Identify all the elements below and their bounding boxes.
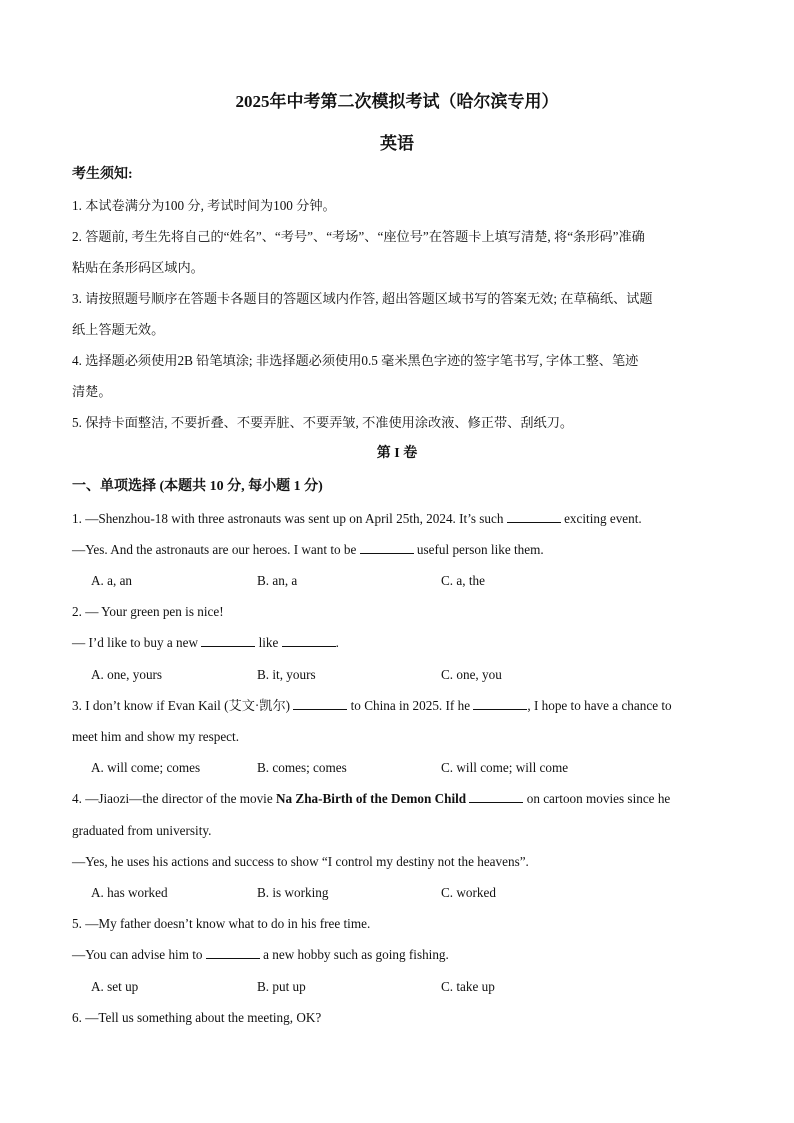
option-c: C. worked	[441, 885, 496, 900]
question-2-line-2	[72, 634, 339, 652]
question-5-line-1: 5. —My father doesn’t know what to do in his free time.	[72, 916, 371, 931]
section-heading: 一、单项选择 (本题共 10 分, 每小题 1 分)	[72, 479, 323, 494]
question-text: exciting event.	[564, 511, 642, 526]
notice-heading: 考生须知:	[72, 167, 133, 182]
option-c: C. take up	[441, 979, 495, 994]
answer-blank	[507, 510, 561, 523]
notice-item: 纸上答题无效。	[72, 322, 165, 337]
question-4-line-3: —Yes, he uses his actions and success to show “I control my destiny not the heavens”.	[72, 854, 529, 869]
answer-blank	[293, 697, 347, 710]
option-b: B. is working	[257, 885, 329, 900]
answer-blank	[469, 790, 523, 803]
question-2-line-1: 2. — Your green pen is nice!	[72, 604, 224, 619]
volume-label: 第 I 卷	[376, 446, 418, 461]
answer-blank	[206, 946, 260, 959]
notice-item: 4. 选择题必须使用2B 铅笔填涂; 非选择题必须使用0.5 毫米黑色字迹的签字笔书写, 字体工整、笔迹	[72, 353, 639, 368]
option-a: A. a, an	[91, 573, 133, 588]
subject-title: 英语	[380, 134, 414, 153]
question-1-line-2	[72, 541, 544, 559]
option-c: C. one, you	[441, 667, 502, 682]
movie-title: Na Zha-Birth of the Demon Child	[275, 791, 467, 806]
option-a: A. has worked	[91, 885, 168, 900]
option-a: A. one, yours	[91, 667, 163, 682]
answer-blank	[360, 541, 414, 554]
question-text: , I hope to have a chance to	[527, 698, 672, 713]
notice-item: 3. 请按照题号顺序在答题卡各题目的答题区域内作答, 超出答题区域书写的答案无效; 在草稿纸、试题	[72, 291, 653, 306]
option-a: A. set up	[91, 979, 139, 994]
answer-blank	[473, 697, 527, 710]
option-b: B. it, yours	[257, 667, 316, 682]
question-text: to China in 2025. If he	[350, 698, 471, 713]
question-text: on cartoon movies since he	[526, 791, 671, 806]
question-text: —Yes. And the astronauts are our heroes. I want to be	[72, 542, 357, 557]
option-c: C. a, the	[441, 573, 485, 588]
question-3-line-1	[72, 697, 672, 715]
notice-item: 清楚。	[72, 384, 112, 399]
option-a: A. will come; comes	[91, 760, 201, 775]
option-b: B. comes; comes	[257, 760, 347, 775]
notice-item: 粘贴在条形码区域内。	[72, 260, 204, 275]
option-b: B. an, a	[257, 573, 298, 588]
question-4-line-2: graduated from university.	[72, 823, 212, 838]
question-text: like	[258, 635, 279, 650]
notice-item: 1. 本试卷满分为100 分, 考试时间为100 分钟。	[72, 198, 336, 213]
question-1-line-1	[72, 510, 642, 528]
notice-item: 5. 保持卡面整洁, 不要折叠、不要弄脏、不要弄皱, 不准使用涂改液、修正带、刮纸刀。	[72, 415, 574, 430]
question-5-line-2	[72, 946, 449, 964]
question-text: a new hobby such as going fishing.	[263, 947, 449, 962]
question-6-line-1: 6. —Tell us something about the meeting, OK?	[72, 1010, 322, 1025]
question-text: 3. I don’t know if Evan Kail (艾文·凯尔)	[72, 698, 291, 713]
question-text: —You can advise him to	[72, 947, 203, 962]
question-text: 1. —Shenzhou-18 with three astronauts was sent up on April 25th, 2024. It’s such	[72, 511, 504, 526]
question-text: — I’d like to buy a new	[72, 635, 198, 650]
answer-blank	[282, 634, 336, 647]
question-4-line-1	[72, 790, 670, 808]
question-3-line-2: meet him and show my respect.	[72, 729, 240, 744]
answer-blank	[201, 634, 255, 647]
question-text: useful person like them.	[416, 542, 544, 557]
notice-item: 2. 答题前, 考生先将自己的“姓名”、“考号”、“考场”、“座位号”在答题卡上填写清楚, 将“条形码”准确	[72, 229, 645, 244]
option-c: C. will come; will come	[441, 760, 569, 775]
option-b: B. put up	[257, 979, 306, 994]
page-title: 2025年中考第二次模拟考试（哈尔滨专用）	[235, 92, 559, 111]
question-text: .	[335, 635, 339, 650]
question-text: 4. —Jiaozi—the director of the movie	[72, 791, 273, 806]
